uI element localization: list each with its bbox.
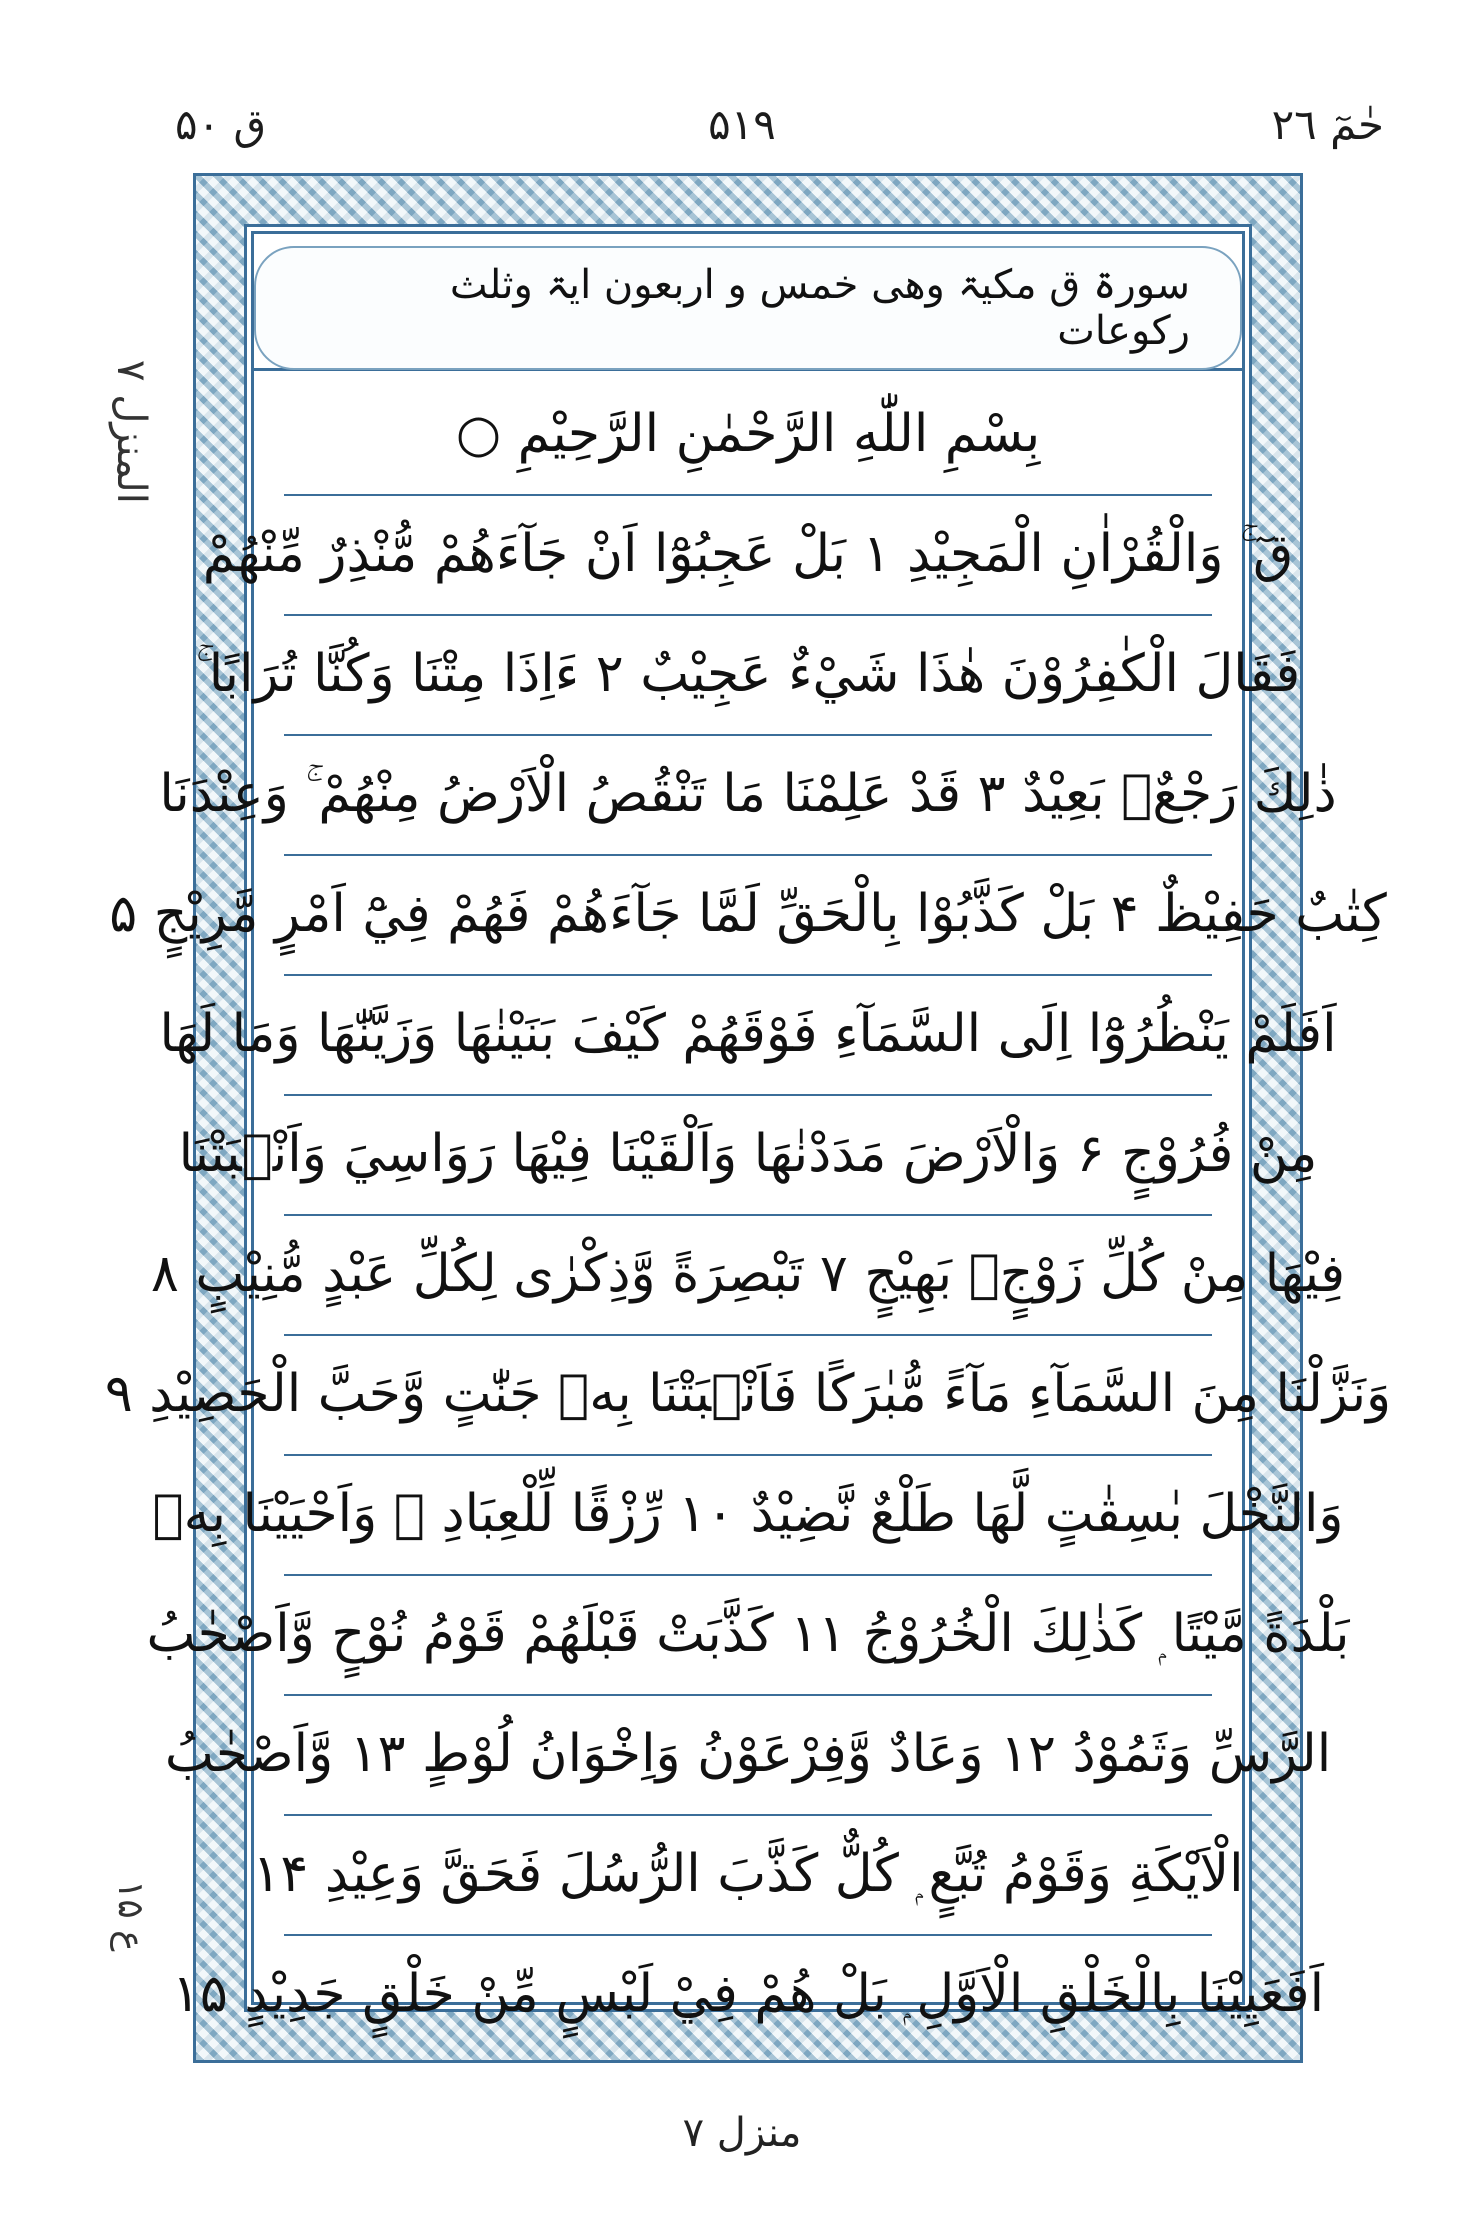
manzil-footer: منزل ۷ — [682, 2110, 802, 2156]
verse-line: بَلْدَةً مَّيْتًا ۭ كَذٰلِكَ الْخُرُوْجُ ۱۱ كَذَّبَتْ قَبْلَهُمْ قَوْمُ نُوْحٍ وَّاَصْحٰبُ — [284, 1574, 1212, 1696]
manzil-margin-label: المنزل ۷ — [108, 360, 154, 504]
verse-line: الرَّسِّ وَثَمُوْدُ ۱۲ وَعَادٌ وَّفِرْعَوْنُ وَاِخْوَانُ لُوْطٍ ۱۳ وَّاَصْحٰبُ — [284, 1694, 1212, 1816]
ruku-marker: ع ۱۵ — [110, 1880, 151, 1952]
verse-line: ذٰلِكَ رَجْعٌۢ بَعِيْدٌ ۳ قَدْ عَلِمْنَا مَا تَنْقُصُ الْاَرْضُ مِنْهُمْ ۚ وَعِنْدَنَا — [284, 734, 1212, 856]
surah-name-header: ق ۵۰ — [175, 100, 267, 149]
verse-line: الْاَيْكَةِ وَقَوْمُ تُبَّعٍ ۭ كُلٌّ كَذَّبَ الرُّسُلَ فَحَقَّ وَعِيْدِ ۱۴ — [284, 1814, 1212, 1936]
juz-header: حٰمٓ ۲٦ — [1271, 100, 1384, 149]
surah-title: سورۃ ق مکیۃ وھی خمس و اربعون ایۃ وثلث رکوعات — [254, 246, 1242, 370]
verse-line: فَقَالَ الْكٰفِرُوْنَ هٰذَا شَيْءٌ عَجِيْبٌ ۲ ءَاِذَا مِتْنَا وَكُنَّا تُرَابًا ۚ — [284, 614, 1212, 736]
page-number: ۵۱۹ — [708, 100, 776, 149]
bismillah-line: بِسْمِ اللّٰهِ الرَّحْمٰنِ الرَّحِيْمِ ○ — [284, 374, 1212, 496]
verse-line: وَنَزَّلْنَا مِنَ السَّمَآءِ مَآءً مُّبٰرَكًا فَاَنْۢبَتْنَا بِهٖ جَنّٰتٍ وَّحَبَّ الْحَصِيْدِ ۹ — [284, 1334, 1212, 1456]
verse-line: وَالنَّخْلَ بٰسِقٰتٍ لَّهَا طَلْعٌ نَّضِيْدٌ ۱۰ رِّزْقًا لِّلْعِبَادِ ۙ وَاَحْيَيْنَا بِهٖ — [284, 1454, 1212, 1576]
verse-line: قٓ ۚ وَالْقُرْاٰنِ الْمَجِيْدِ ۱ بَلْ عَجِبُوْٓا اَنْ جَآءَهُمْ مُّنْذِرٌ مِّنْهُمْ — [284, 494, 1212, 616]
verse-line: اَفَلَمْ يَنْظُرُوْٓا اِلَى السَّمَآءِ فَوْقَهُمْ كَيْفَ بَنَيْنٰهَا وَزَيَّنّٰهَا وَمَا لَهَا — [284, 974, 1212, 1096]
surah-heading — [254, 248, 1242, 371]
verse-line: اَفَعَيِيْنَا بِالْخَلْقِ الْاَوَّلِ ۭ بَلْ هُمْ فِيْ لَبْسٍ مِّنْ خَلْقٍ جَدِيْدٍ ۱۵ — [171, 1963, 1325, 2024]
verse-line: كِتٰبٌ حَفِيْظٌ ۴ بَلْ كَذَّبُوْا بِالْحَقِّ لَمَّا جَآءَهُمْ فَهُمْ فِيْٓ اَمْرٍ مَّرِيْجٍ ۵ — [284, 854, 1212, 976]
verse-line: فِيْهَا مِنْ كُلِّ زَوْجٍۢ بَهِيْجٍ ۷ تَبْصِرَةً وَّذِكْرٰى لِكُلِّ عَبْدٍ مُّنِيْبٍ ۸ — [284, 1214, 1212, 1336]
verse-line: مِنْ فُرُوْجٍ ۶ وَالْاَرْضَ مَدَدْنٰهَا وَاَلْقَيْنَا فِيْهَا رَوَاسِيَ وَاَنْۢبَتْنَا — [284, 1094, 1212, 1216]
